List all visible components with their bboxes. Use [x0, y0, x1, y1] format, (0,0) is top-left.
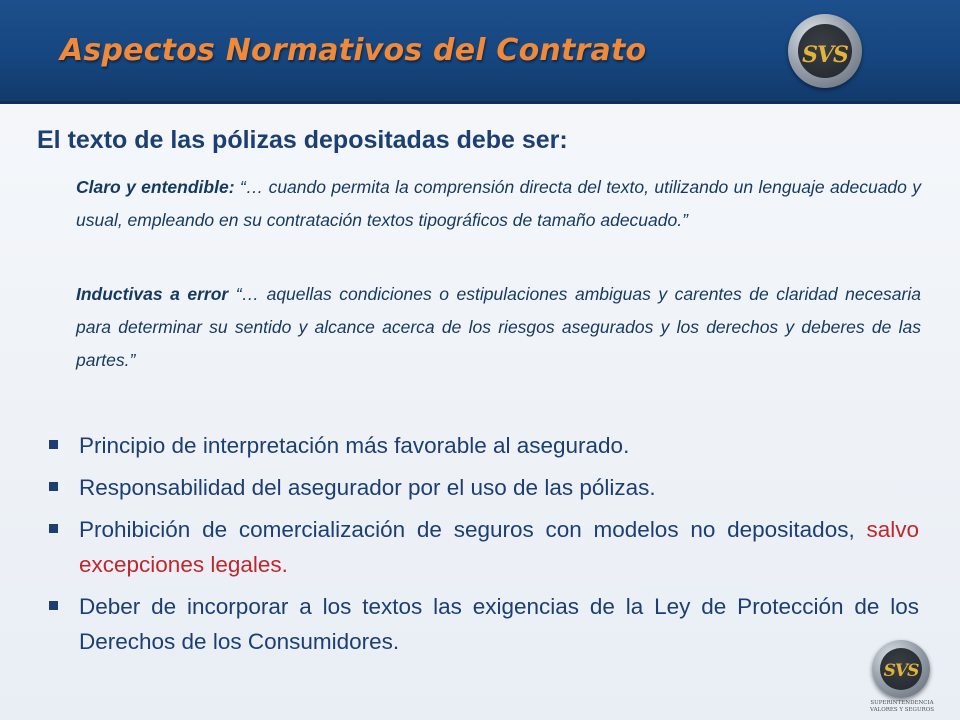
quote-lead: Claro y entendible: [76, 177, 235, 197]
logo-caption-line: VALORES Y SEGUROS [869, 707, 934, 713]
bullet-item [49, 428, 919, 463]
square-bullet-icon [49, 440, 58, 449]
bullet-list [49, 428, 919, 666]
svs-logo-text: SVS [802, 42, 848, 68]
svs-logo-inner [880, 648, 922, 690]
bullet-item [49, 470, 919, 505]
header-bar [0, 0, 960, 104]
bullet-item [49, 589, 919, 659]
svs-logo-inner [798, 24, 852, 78]
square-bullet-icon [49, 601, 58, 610]
svs-logo-footer [872, 640, 930, 698]
bullet-item [49, 512, 919, 582]
svs-logo-text: SVS [883, 661, 919, 681]
quote-inductivas [76, 278, 921, 377]
quote-lead: Inductivas a error [76, 284, 229, 304]
logo-caption [862, 700, 942, 714]
bullet-text: Prohibición de comercialización de seguros con modelos no depositados, [79, 517, 867, 542]
square-bullet-icon [49, 524, 58, 533]
quote-body: “… cuando permita la comprensión directa del texto, utilizando un lenguaje adecuado y usual, empleando en su contratación textos tipográficos de tamaño adecuado.” [76, 177, 922, 230]
slide-title: Aspectos Normativos del Contrato [60, 33, 647, 68]
bullet-highlight: salvo excepciones legales. [79, 517, 919, 577]
bullet-text: Deber de incorporar a los textos las exigencias de la Ley de Protección de los Derechos de los Consumidores. [79, 594, 919, 654]
square-bullet-icon [49, 482, 58, 491]
bullet-text: Principio de interpretación más favorable al asegurado. [79, 433, 630, 458]
logo-caption-line: SUPERINTENDENCIA [870, 700, 934, 706]
slide-subtitle: El texto de las pólizas depositadas debe ser: [37, 126, 568, 154]
quote-body: “… aquellas condiciones o estipulaciones ambiguas y carentes de claridad necesaria para determinar su sentido y alcance acerca de los riesgos asegurados y los derechos y deberes de las partes.” [76, 284, 921, 370]
svs-logo [788, 14, 862, 88]
quote-claro [76, 171, 921, 237]
bullet-text: Responsabilidad del asegurador por el uso de las pólizas. [79, 475, 656, 500]
